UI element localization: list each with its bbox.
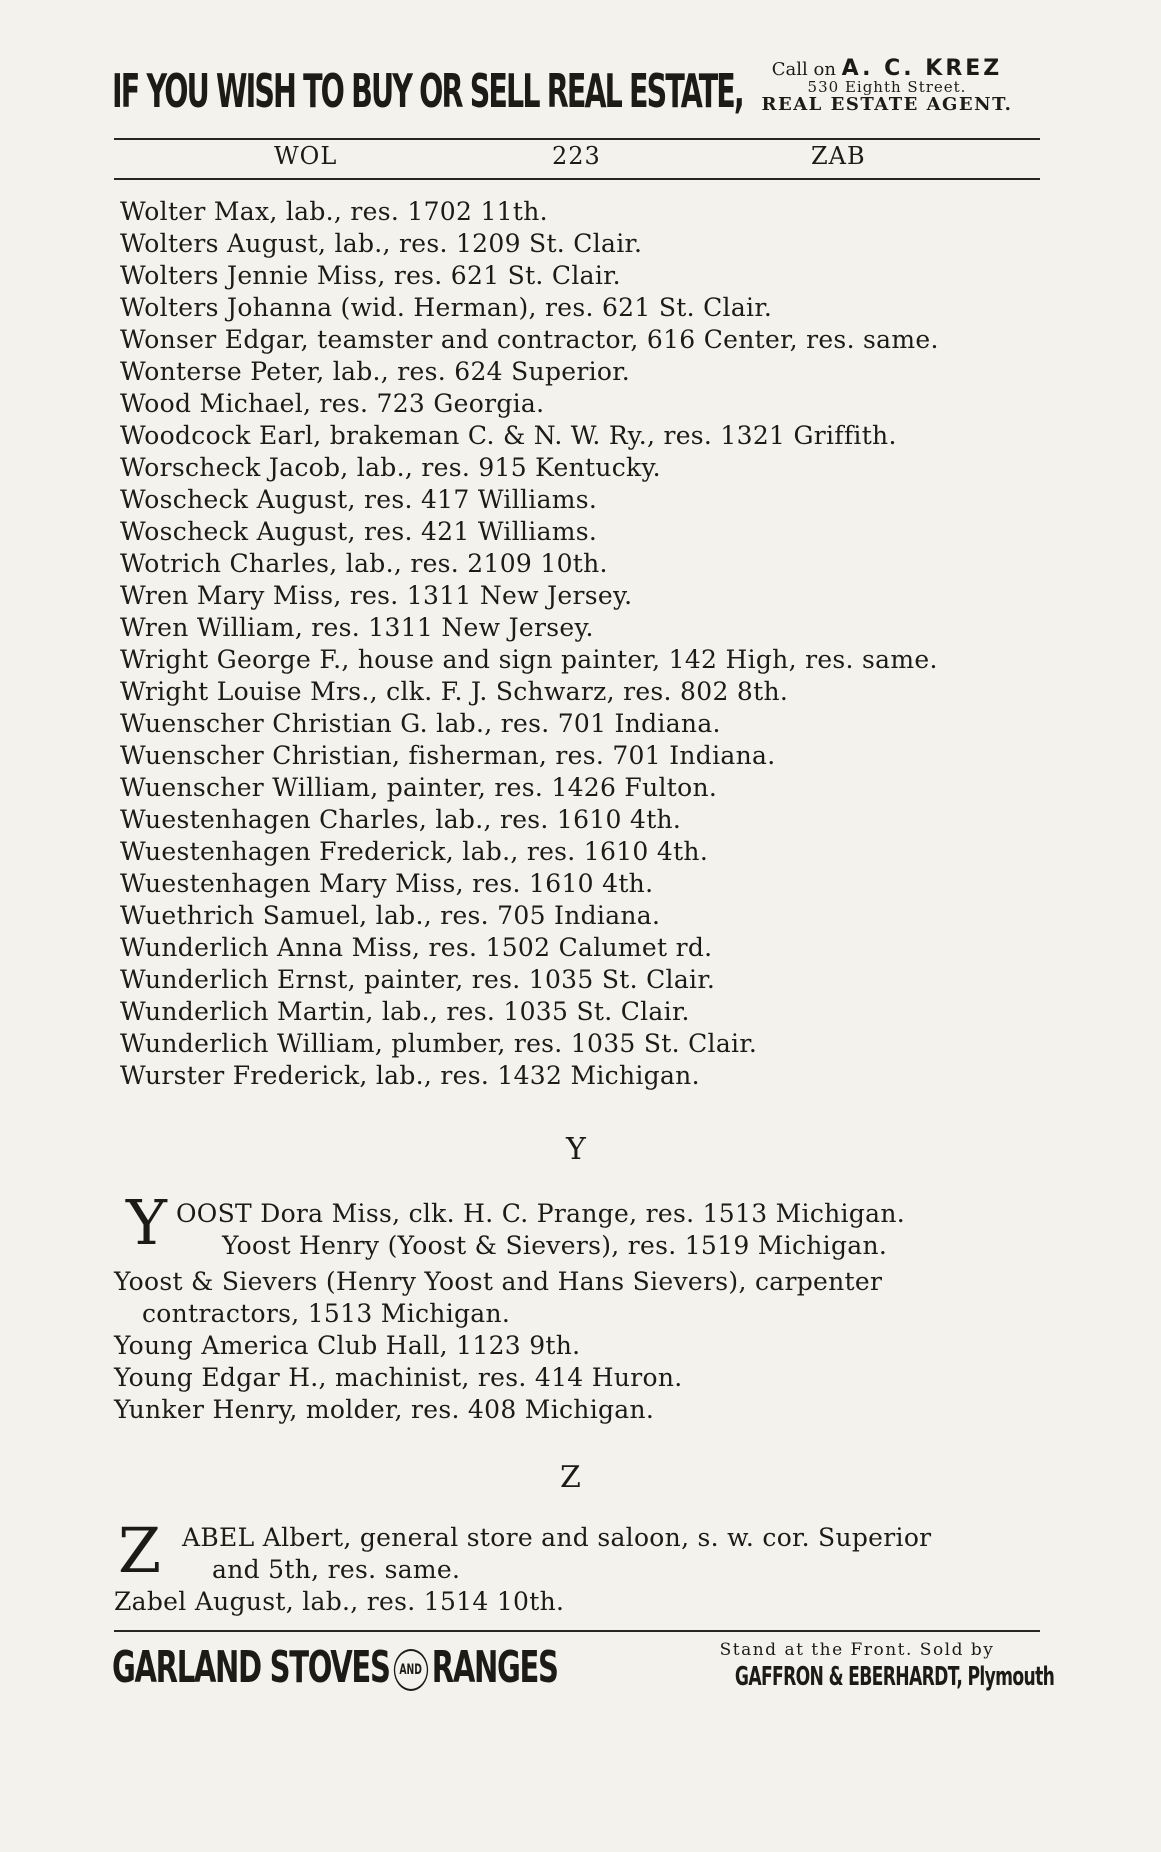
list-item: Woodcock Earl, brakeman C. & N. W. Ry., res. 1321 Griffith. [120, 421, 897, 450]
brand-right: RANGES [431, 1642, 558, 1693]
list-item: Wolters Jennie Miss, res. 621 St. Clair. [120, 261, 621, 290]
agent-address: 530 Eighth Street. [807, 78, 967, 96]
list-item: Young Edgar H., machinist, res. 414 Huron. [114, 1363, 683, 1392]
brand-and-emblem: AND [394, 1649, 428, 1691]
ad-brand [112, 1642, 558, 1693]
section-letter-z: Z [560, 1460, 581, 1495]
list-item: Wright George F., house and sign painter, 142 High, res. same. [120, 645, 938, 674]
top-rule [114, 138, 1040, 140]
list-item: Yunker Henry, molder, res. 408 Michigan. [114, 1395, 655, 1424]
list-item: Wurster Frederick, lab., res. 1432 Michigan. [120, 1061, 700, 1090]
dealer-box [672, 1640, 1055, 1692]
list-item: contractors, 1513 Michigan. [142, 1299, 511, 1328]
agent-callbox [732, 56, 1042, 115]
list-item: Wolters August, lab., res. 1209 St. Clair. [120, 229, 643, 258]
list-item: Woscheck August, res. 421 Williams. [120, 517, 598, 546]
list-item: Wunderlich Martin, lab., res. 1035 St. Clair. [120, 997, 690, 1026]
list-item: Wunderlich Ernst, painter, res. 1035 St. Clair. [120, 965, 716, 994]
list-item: Wuestenhagen Frederick, lab., res. 1610 4th. [120, 837, 709, 866]
list-item: Wren Mary Miss, res. 1311 New Jersey. [120, 581, 633, 610]
list-item: Wonterse Peter, lab., res. 624 Superior. [120, 357, 630, 386]
list-item: Wuestenhagen Charles, lab., res. 1610 4th. [120, 805, 682, 834]
call-on-text: Call on [771, 59, 836, 80]
list-item: Young America Club Hall, 1123 9th. [114, 1331, 581, 1360]
list-item: Wunderlich William, plumber, res. 1035 St. Clair. [120, 1029, 758, 1058]
list-item: Wuenscher Christian G. lab., res. 701 Indiana. [120, 709, 721, 738]
running-header [114, 142, 1040, 176]
stand-text: Stand at the Front. Sold by [719, 1640, 995, 1660]
list-item: Wuestenhagen Mary Miss, res. 1610 4th. [120, 869, 654, 898]
list-item: Wuenscher William, painter, res. 1426 Fulton. [120, 773, 718, 802]
list-item: Zabel August, lab., res. 1514 10th. [114, 1587, 565, 1616]
header-right-guide: ZAB [811, 142, 866, 170]
agent-title: REAL ESTATE AGENT. [761, 94, 1013, 115]
drop-cap-z: Z [118, 1514, 162, 1587]
list-item: Wren William, res. 1311 New Jersey. [120, 613, 594, 642]
stoves-advertisement [112, 1638, 1055, 1708]
list-item: Wolters Johanna (wid. Herman), res. 621 St. Clair. [120, 293, 773, 322]
section-letter-y: Y [566, 1132, 586, 1167]
list-item: OOST Dora Miss, clk. H. C. Prange, res. 1513 Michigan. [176, 1199, 906, 1228]
header-rule [114, 178, 1040, 180]
bottom-rule [114, 1630, 1040, 1632]
dealer-name: GAFFRON & EBERHARDT, Plymouth [734, 1662, 1055, 1692]
list-item: Wright Louise Mrs., clk. F. J. Schwarz, res. 802 8th. [120, 677, 789, 706]
page-number: 223 [552, 142, 601, 170]
list-item: Wood Michael, res. 723 Georgia. [120, 389, 545, 418]
list-item: Yoost & Sievers (Henry Yoost and Hans Sievers), carpenter [114, 1267, 883, 1296]
real-estate-advertisement [112, 56, 1042, 136]
list-item: ABEL Albert, general store and saloon, s. w. cor. Superior [182, 1523, 932, 1552]
list-item: Wunderlich Anna Miss, res. 1502 Calumet rd. [120, 933, 713, 962]
list-item: Woscheck August, res. 417 Williams. [120, 485, 598, 514]
list-item: Wuenscher Christian, fisherman, res. 701 Indiana. [120, 741, 776, 770]
list-item: Wuethrich Samuel, lab., res. 705 Indiana. [120, 901, 661, 930]
list-item: Yoost Henry (Yoost & Sievers), res. 1519 Michigan. [222, 1231, 888, 1260]
list-item: Wonser Edgar, teamster and contractor, 616 Center, res. same. [120, 325, 939, 354]
list-item: and 5th, res. same. [212, 1555, 461, 1584]
list-item: Worscheck Jacob, lab., res. 915 Kentucky. [120, 453, 661, 482]
drop-cap-y: Y [126, 1186, 167, 1259]
brand-left: GARLAND STOVES [112, 1642, 390, 1693]
header-left-guide: WOL [274, 142, 338, 170]
list-item: Wotrich Charles, lab., res. 2109 10th. [120, 549, 608, 578]
ad-headline: IF YOU WISH TO BUY OR SELL REAL ESTATE, [112, 64, 743, 118]
list-item: Wolter Max, lab., res. 1702 11th. [120, 197, 548, 226]
agent-name: A. C. KREZ [841, 56, 1003, 81]
